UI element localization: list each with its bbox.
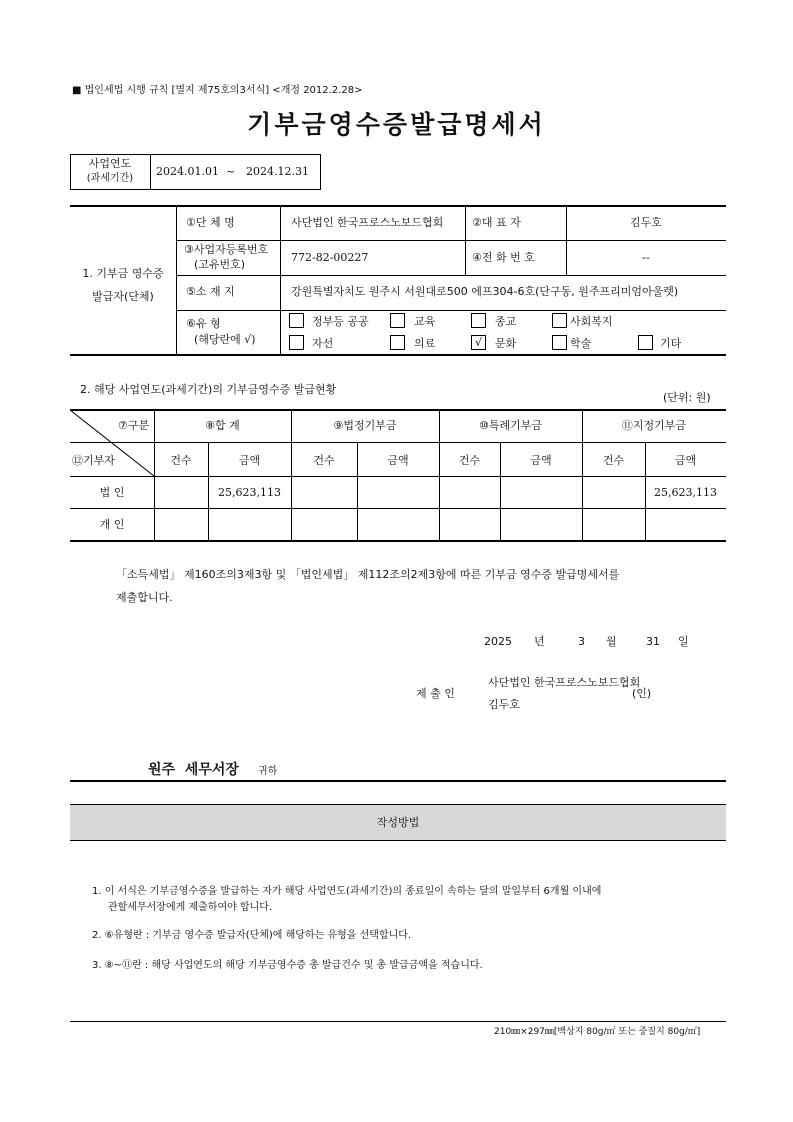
issuer-section-label-sub: 발급자(단체) (92, 290, 154, 303)
type-option-charity: 자선 (312, 337, 334, 350)
type-option-academic: 학술 (570, 337, 592, 350)
type-checkbox-culture[interactable]: √ (471, 335, 486, 350)
instruction-item3: 3. ⑧~⑪란 : 해당 사업연도의 해당 기부금영수증 총 발급건수 및 총 발급금액을 적습니다. (92, 960, 483, 971)
subheader-count: 건수 (313, 454, 335, 467)
fiscal-year-label: 사업연도 (88, 157, 132, 170)
subheader-amount: 금액 (238, 454, 261, 467)
statement-line2: 제출합니다. (116, 591, 173, 604)
fiscal-year-separator: ~ (226, 165, 236, 178)
type-checkbox-education[interactable] (390, 313, 405, 328)
subheader-count: 건수 (170, 454, 192, 467)
type-option-medical: 의료 (414, 337, 436, 350)
type-checkbox-academic[interactable] (552, 335, 567, 350)
subheader-amount: 금액 (674, 454, 697, 467)
type-checkbox-medical[interactable] (390, 335, 405, 350)
representative-label: ②대 표 자 (472, 216, 521, 229)
type-checkbox-religion[interactable] (471, 313, 486, 328)
phone-label: ④전 화 번 호 (472, 251, 535, 264)
type-option-culture: 문화 (495, 337, 517, 350)
subheader-amount: 금액 (530, 454, 552, 467)
address-value: 강원특별자치도 원주시 서원대로500 에프304-6호(단구동, 원주프리미엄아울렛) (291, 285, 679, 298)
instruction-item1-cont: 관할세무서장에게 제출하여야 합니다. (108, 902, 273, 913)
row-corporate-label: 법 인 (99, 486, 125, 499)
form-header-note: ■ 법인세법 시행 규칙 [별지 제75호의3서식] <개정 2012.2.28> (72, 85, 363, 96)
date-month: 3 (578, 635, 585, 648)
type-label-sub: (해당란에 √) (194, 333, 256, 346)
header-designated: ⑪지정기부금 (621, 419, 687, 432)
fiscal-year-end: 2024.12.31 (246, 165, 309, 178)
representative-value: 김두호 (630, 216, 662, 229)
address-label: ⑤소 재 지 (186, 285, 235, 298)
registration-label-sub: (고유번호) (194, 258, 246, 271)
corner-donor-label: ⑫기부자 (72, 454, 115, 467)
corporate-total-amount: 25,623,113 (218, 486, 281, 499)
org-name-value: 사단법인 한국프로스노보드협회 (291, 216, 444, 229)
instruction-item2: 2. ⑥유형란 : 기부금 영수증 발급자(단체)에 해당하는 유형을 선택합니다. (92, 930, 412, 941)
corporate-designated-amount: 25,623,113 (654, 486, 717, 499)
type-checkbox-welfare[interactable] (552, 313, 567, 328)
type-option-education: 교육 (414, 315, 436, 328)
row-individual-label: 개 인 (99, 518, 125, 531)
paper-spec-footer: 210㎜×297㎜[백상지 80g/㎡ 또는 중질지 80g/㎡] (494, 1027, 701, 1037)
subheader-count: 건수 (602, 454, 625, 467)
recipient-office: 원주 세무서장 (148, 762, 239, 778)
recipient-honorific: 귀하 (258, 766, 278, 777)
date-day-unit: 일 (678, 635, 689, 648)
type-checkbox-charity[interactable] (289, 335, 304, 350)
phone-value: -- (642, 251, 650, 264)
type-option-other: 기타 (660, 337, 682, 350)
type-option-welfare: 사회복지 (570, 315, 613, 328)
date-year: 2025 (484, 635, 512, 648)
corner-category-label: ⑦구분 (118, 419, 150, 432)
date-day: 31 (646, 635, 660, 648)
registration-label: ③사업자등록번호 (184, 243, 269, 256)
page-title: 기부금영수증발급명세서 (247, 110, 546, 139)
subheader-amount: 금액 (387, 454, 409, 467)
section2-title: 2. 해당 사업연도(과세기간)의 기부금영수증 발급현황 (80, 383, 337, 396)
type-label: ⑥유 형 (186, 317, 221, 330)
submitter-name: 김두호 (488, 698, 520, 711)
submitter-label: 제 출 인 (416, 687, 455, 700)
instructions-heading: 작성방법 (376, 816, 420, 829)
registration-number: 772-82-00227 (291, 251, 369, 264)
date-year-unit: 년 (534, 635, 545, 648)
type-checkbox-public[interactable] (289, 313, 304, 328)
header-special: ⑩특례기부금 (479, 419, 542, 432)
instruction-item1: 1. 이 서식은 기부금영수증을 발급하는 자가 해당 사업연도(과세기간)의 종료일이 속하는 달의 말일부터 6개월 이내에 (92, 886, 602, 897)
header-statutory: ⑨법정기부금 (333, 419, 397, 432)
statement-line1: 「소득세법」 제160조의3제3항 및 「법인세법」 제112조의2제3항에 따른 기부금 영수증 발급명세서를 (116, 568, 620, 581)
type-checkbox-other[interactable] (638, 335, 653, 350)
unit-label: (단위: 원) (663, 391, 711, 404)
fiscal-year-start: 2024.01.01 (156, 165, 219, 178)
subheader-count: 건수 (458, 454, 481, 467)
date-month-unit: 월 (606, 635, 617, 648)
header-total: ⑧합 계 (205, 419, 240, 432)
type-option-public: 정부등 공공 (312, 315, 369, 328)
fiscal-year-label-sub: (과세기간) (86, 173, 134, 184)
issuer-section-label: 1. 기부금 영수증 (82, 267, 164, 280)
submitter-org: 사단법인 한국프로스노보드협회 (488, 676, 641, 689)
submitter-seal: (인) (632, 687, 652, 700)
org-name-label: ①단 체 명 (186, 216, 235, 229)
type-option-religion: 종교 (495, 315, 517, 328)
